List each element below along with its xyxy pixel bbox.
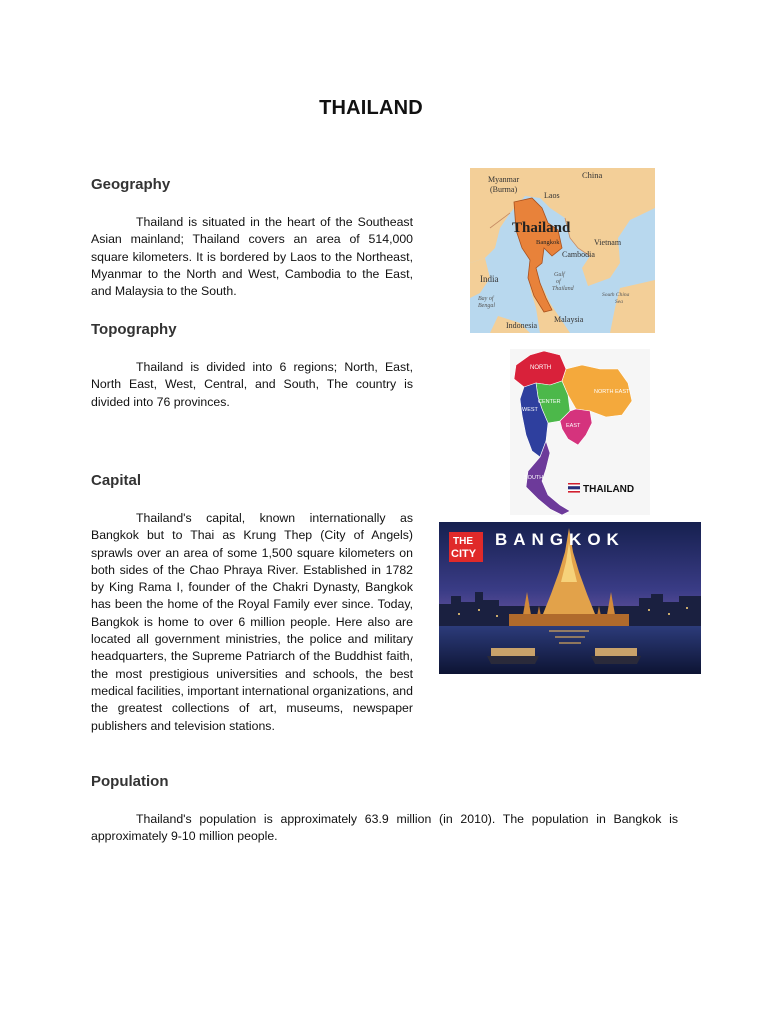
region-label-south: SOUTH [524,475,544,481]
topography-heading: Topography [91,321,177,338]
region-label-north: NORTH [530,365,552,371]
map-label-sea: Sea [615,299,623,305]
thai-flag-icon [568,483,580,493]
map-label-gulf-thailand: Thailand [552,286,574,292]
geography-heading: Geography [91,176,171,193]
photo-badge-line1: THE [453,536,473,547]
bangkok-photo [439,522,701,674]
map-label-vietnam: Vietnam [594,238,622,247]
map-label-south-china: South China [602,292,630,298]
map-label-china: China [582,170,603,180]
capital-paragraph: Thailand's capital, known internationally as Bangkok but to Thai as Krung Thep (City of Angels) sprawls over an area of some 1,500 square kilometers on both sides of the Chao Phraya River. Established in 1782 by King Rama I, founder of the Chakri Dynasty, Bangkok has been the home of the Royal Family ever since. Today, Bangkok is home to over 6 million people. Here also are located all government ministries, the police and military headquarters, the Supreme Patriarch of the Buddhist faith, the most prestigious universities and schools, the best medical facilities, important international organizations, and the greatest collections of art, museums, newspaper publishers and television stations. [91,511,413,733]
capital-heading: Capital [91,472,142,489]
map-label-india: India [480,274,499,284]
southeast-asia-map [470,168,655,333]
topography-paragraph: Thailand is divided into 6 regions; North, East, North East, West, Central, and South, The country is divided into 76 provinces. [91,360,413,409]
map-label-bangkok: Bangkok [536,239,560,246]
map-label-thailand: Thailand [512,220,571,236]
region-label-center: CENTER [538,399,561,405]
region-label-east: EAST [566,423,581,429]
map-label-bay-of: Bay of [478,296,494,302]
map-label-laos: Laos [544,191,560,200]
photo-title: BANGKOK [495,530,625,549]
map-label-cambodia: Cambodia [562,250,595,259]
geography-paragraph: Thailand is situated in the heart of the Southeast Asian mainland; Thailand covers an area of 514,000 square kilometers. It is bordered by Laos to the Northeast, Myanmar to the North and West, Cambodia to the East, and Malaysia to the South. [91,215,413,299]
map-label-gulf: Gulf [554,272,565,278]
population-paragraph: Thailand's population is approximately 63.9 million (in 2010). The population in Bangkok is approximately 9-10 million people. [91,812,678,844]
map-label-malaysia: Malaysia [554,315,584,324]
map-label-myanmar: Myanmar [488,175,520,184]
population-heading: Population [91,773,169,790]
map-label-of: of [556,279,561,285]
map-label-burma: (Burma) [490,185,518,194]
thailand-regions-map [510,349,650,515]
page-title: THAILAND [319,97,423,119]
map-label-bengal: Bengal [478,303,495,309]
map-label-indonesia: Indonesia [506,321,538,330]
region-label-northeast: NORTH EAST [594,389,630,395]
region-label-west: WEST [522,407,538,413]
photo-badge-line2: CITY [451,548,477,560]
regions-map-caption: THAILAND [583,484,635,495]
